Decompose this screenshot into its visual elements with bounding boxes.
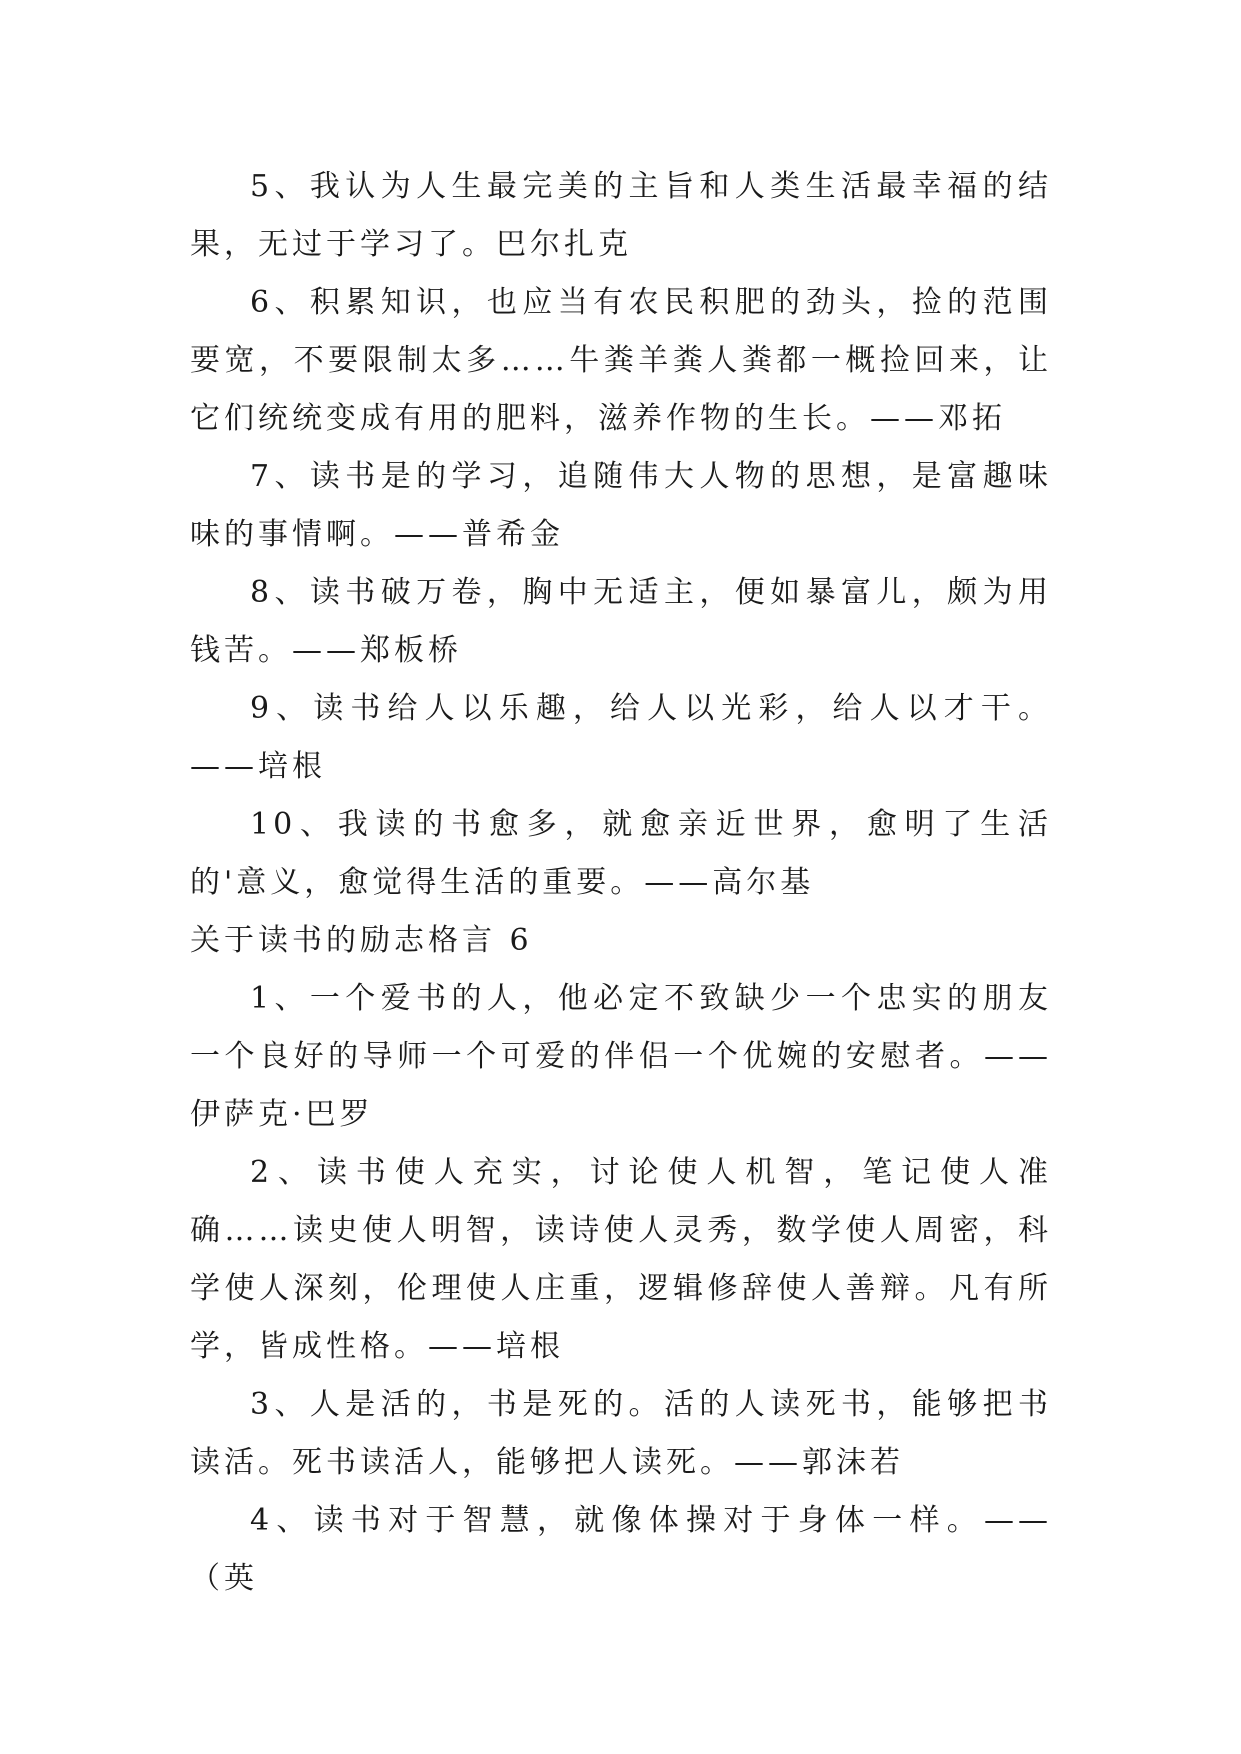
section-heading: 关于读书的励志格言 6 [190,923,533,958]
quote-paragraph: 8、读书破万卷，胸中无适主，便如暴富儿，颇为用钱苦。——郑板桥 [190,575,1052,668]
quote-paragraph: 6、积累知识，也应当有农民积肥的劲头，捡的范围要宽，不要限制太多……牛粪羊粪人粪都一概捡回来，让它们统统变成有用的肥料，滋养作物的生长。——邓拓 [190,285,1052,436]
quote-paragraph: 4、读书对于智慧，就像体操对于身体一样。——（英 [190,1503,1052,1596]
quote-paragraph: 2、读书使人充实，讨论使人机智，笔记使人准确……读史使人明智，读诗使人灵秀，数学使人周密，科学使人深刻，伦理使人庄重，逻辑修辞使人善辩。凡有所学，皆成性格。——培根 [190,1155,1052,1364]
quote-paragraph: 7、读书是的学习，追随伟大人物的思想，是富趣味味的事情啊。——普希金 [190,459,1052,552]
quote-paragraph: 1、一个爱书的人，他必定不致缺少一个忠实的朋友一个良好的导师一个可爱的伴侣一个优婉的安慰者。——伊萨克·巴罗 [190,981,1052,1132]
quote-paragraph: 9、读书给人以乐趣，给人以光彩，给人以才干。——培根 [190,691,1052,784]
quote-paragraph: 5、我认为人生最完美的主旨和人类生活最幸福的结果，无过于学习了。巴尔扎克 [190,169,1052,262]
quote-paragraph: 10、我读的书愈多，就愈亲近世界，愈明了生活的'意义，愈觉得生活的重要。——高尔基 [190,807,1052,900]
document-body [190,158,1052,1608]
quote-paragraph: 3、人是活的，书是死的。活的人读死书，能够把书读活。死书读活人，能够把人读死。——郭沫若 [190,1387,1052,1480]
